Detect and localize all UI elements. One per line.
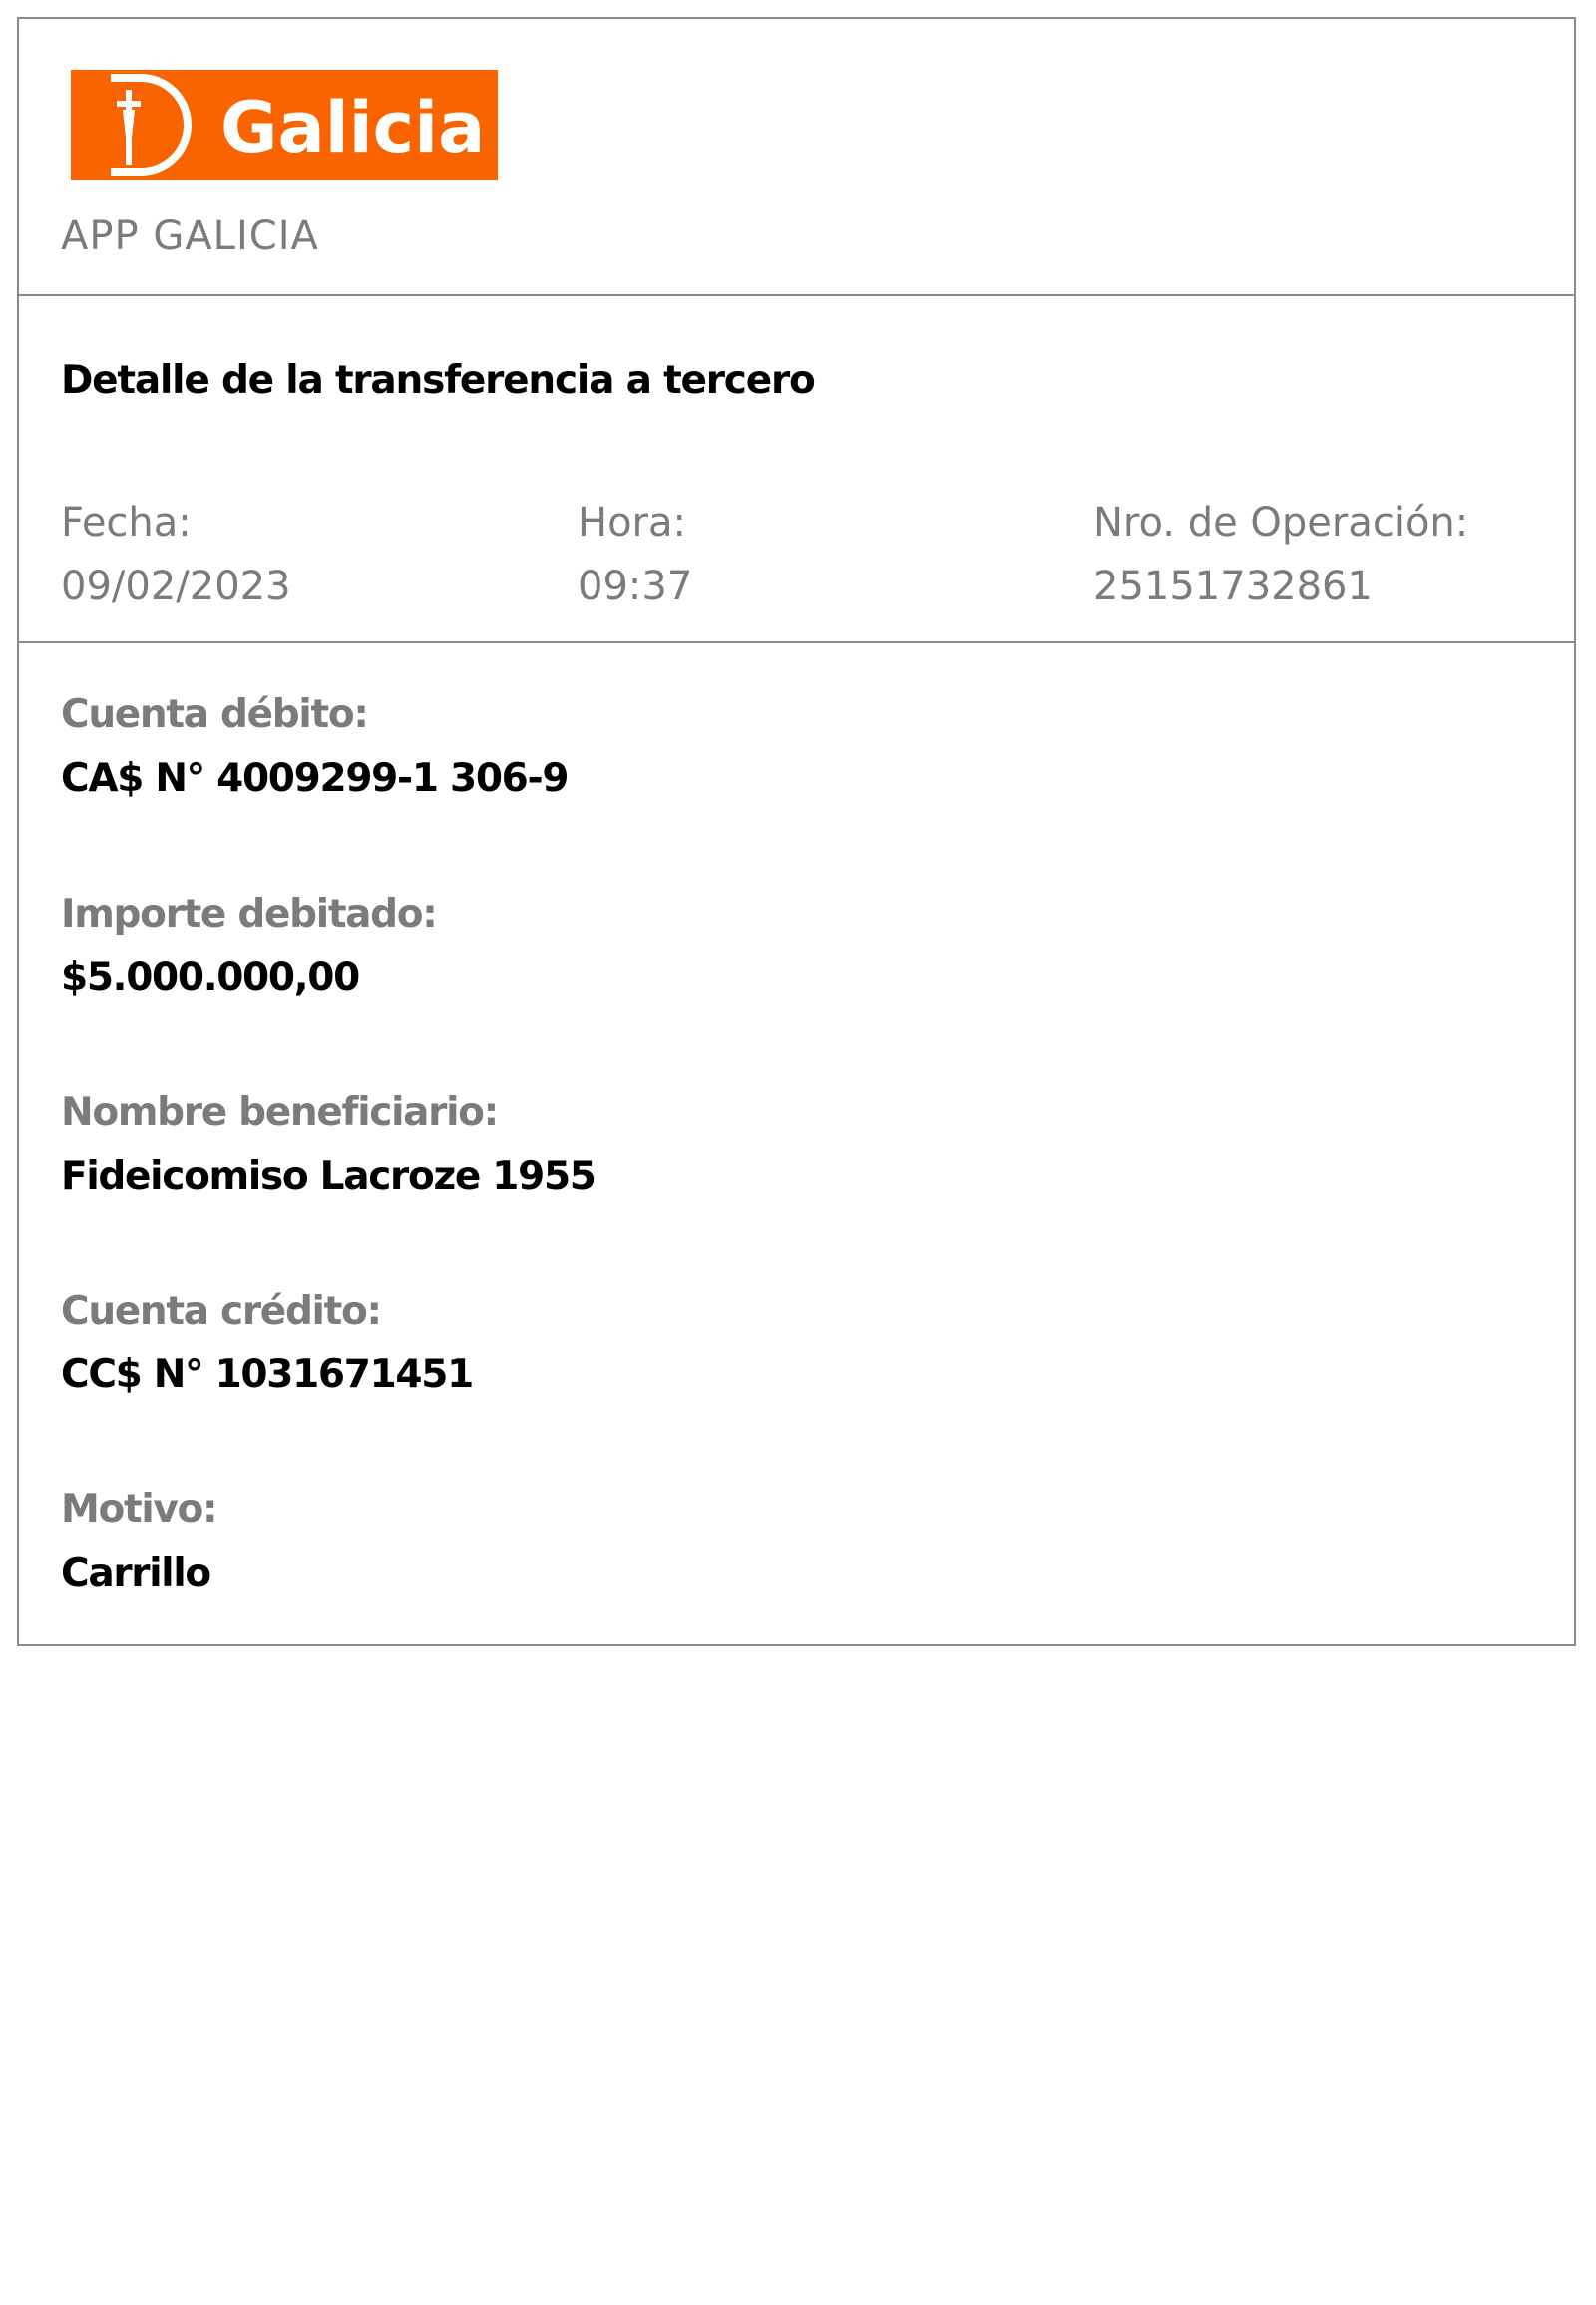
field-label: Nombre beneficiario:: [61, 1090, 498, 1135]
field-value: $5.000.000,00: [61, 956, 359, 1000]
date-value: 09/02/2023: [61, 564, 291, 609]
date-label: Fecha:: [61, 500, 192, 546]
time-value: 09:37: [578, 564, 693, 609]
operation-number-value: 25151732861: [1093, 564, 1373, 609]
transfer-receipt: [17, 17, 1576, 1646]
field-value: CA$ N° 4009299-1 306-9: [61, 756, 569, 801]
field-label: Motivo:: [61, 1487, 217, 1532]
date-block: [61, 491, 291, 618]
time-block: [578, 491, 692, 618]
field-value: Fideicomiso Lacroze 1955: [61, 1154, 596, 1199]
field-label: Cuenta débito:: [61, 692, 368, 737]
svg-text:Galicia: Galicia: [220, 87, 486, 169]
operation-number-block: [1093, 491, 1468, 618]
operation-meta: [19, 296, 1574, 643]
field-label: Cuenta crédito:: [61, 1289, 381, 1334]
debit-account-field: [61, 683, 568, 811]
galicia-logo: [71, 70, 498, 180]
galicia-cross-logo-icon: [71, 70, 498, 180]
reason-field: [61, 1478, 216, 1606]
operation-number-label: Nro. de Operación:: [1093, 500, 1469, 546]
field-label: Importe debitado:: [61, 892, 437, 937]
app-name: APP GALICIA: [61, 213, 319, 259]
time-label: Hora:: [578, 500, 686, 546]
debited-amount-field: [61, 883, 437, 1010]
field-value: CC$ N° 1031671451: [61, 1352, 473, 1397]
beneficiary-name-field: [61, 1081, 596, 1209]
receipt-header: [19, 19, 1574, 296]
credit-account-field: [61, 1280, 473, 1407]
field-value: Carrillo: [61, 1551, 210, 1596]
page-title: Detalle de la transferencia a tercero: [61, 358, 815, 403]
